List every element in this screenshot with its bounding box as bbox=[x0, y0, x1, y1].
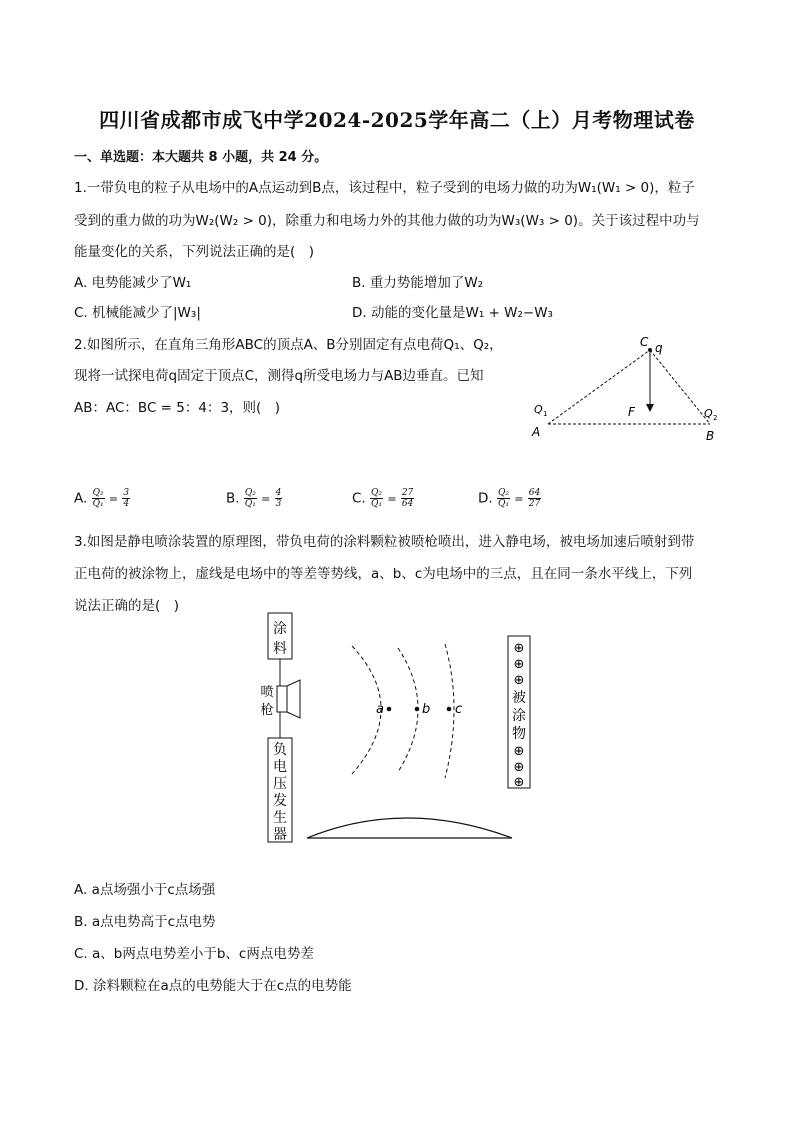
page-title: 四川省成都市成飞中学2024-2025学年高二（上）月考物理试卷 bbox=[99, 108, 695, 132]
q2-option-c-den: Q₁ bbox=[371, 499, 383, 509]
label-c: C bbox=[640, 335, 649, 349]
point-b bbox=[415, 707, 420, 712]
q2-option-a bbox=[74, 488, 130, 509]
point-c bbox=[447, 707, 452, 712]
q2-option-c bbox=[352, 488, 414, 509]
q2-option-b-vnum: 4 bbox=[275, 488, 282, 498]
gen-char-5: 生 bbox=[273, 810, 287, 826]
q2-line2: 现将一试探电荷q固定于顶点C，测得q所受电场力与AB边垂直。已知 bbox=[74, 368, 484, 384]
q2-option-b-den: Q₁ bbox=[244, 499, 256, 509]
q1-line2: 受到的重力做的功为W₂(W₂ > 0)，除重力和电场力外的其他力做的功为W₃(W₃ > 0)。关于该过程中功与 bbox=[74, 213, 700, 229]
point-a bbox=[387, 707, 392, 712]
q3-option-d: D. 涂料颗粒在a点的电势能大于在c点的电势能 bbox=[74, 978, 352, 994]
q2-option-d-vnum: 64 bbox=[528, 488, 541, 498]
q2-option-a-den: Q₁ bbox=[92, 499, 104, 509]
point-c bbox=[648, 348, 652, 352]
q2-option-c-label: C. bbox=[352, 490, 366, 507]
gen-char-2: 电 bbox=[273, 759, 287, 775]
force-arrowhead bbox=[646, 404, 654, 412]
label-q2: Q bbox=[704, 407, 713, 420]
q1-option-b: B. 重力势能增加了W₂ bbox=[352, 275, 484, 291]
q2-option-d-label: D. bbox=[478, 490, 493, 507]
target-char-2: 涂 bbox=[512, 708, 526, 724]
q2-option-d-eq: = bbox=[514, 492, 524, 506]
q2-line3: AB：AC：BC = 5：4：3，则( ) bbox=[74, 400, 281, 416]
q3-line1: 3.如图是静电喷涂装置的原理图，带负电荷的涂料颗粒被喷枪喷出，进入静电场，被电场加速后喷射到带 bbox=[74, 534, 695, 550]
q2-option-d-vden: 27 bbox=[528, 499, 541, 509]
q2-option-b-num: Q₂ bbox=[244, 488, 256, 498]
q3-line2: 正电荷的被涂物上，虚线是电场中的等差等势线，a、b、c为电场中的三点，且在同一条水平线上，下列 bbox=[74, 566, 693, 582]
paint-char-1: 涂 bbox=[273, 621, 287, 637]
gen-char-3: 压 bbox=[273, 776, 287, 792]
q2-option-d-num: Q₂ bbox=[497, 488, 509, 498]
label-q1-sub: 1 bbox=[543, 410, 548, 418]
q1-option-c: C. 机械能减少了|W₃| bbox=[74, 305, 201, 321]
q2-option-a-vden: 4 bbox=[123, 499, 130, 509]
q1-option-d: D. 动能的变化量是W₁ + W₂−W₃ bbox=[352, 305, 553, 321]
q3-option-c: C. a、b两点电势差小于b、c两点电势差 bbox=[74, 946, 314, 962]
label-b: B bbox=[706, 429, 715, 443]
label-point-a: a bbox=[376, 702, 384, 717]
q2-option-a-eq: = bbox=[108, 492, 119, 506]
label-q1: Q bbox=[534, 403, 543, 416]
q2-option-c-vden: 64 bbox=[401, 499, 414, 509]
target-plus-2: ⊕ bbox=[513, 657, 525, 672]
label-point-b: b bbox=[422, 702, 431, 717]
gen-char-1: 负 bbox=[273, 742, 287, 758]
q3-line3: 说法正确的是( ) bbox=[74, 598, 180, 614]
q2-option-a-vnum: 3 bbox=[123, 488, 130, 498]
target-plus-6: ⊕ bbox=[513, 775, 525, 790]
gun-char-1: 喷 bbox=[260, 685, 274, 700]
label-a: A bbox=[532, 425, 541, 439]
gun-body bbox=[277, 686, 287, 712]
q2-option-d-den: Q₁ bbox=[497, 499, 509, 509]
target-plus-1: ⊕ bbox=[513, 641, 525, 656]
target-plus-3: ⊕ bbox=[513, 673, 525, 688]
paint-char-2: 料 bbox=[273, 641, 287, 657]
q1-line1: 1.一带负电的粒子从电场中的A点运动到B点，该过程中，粒子受到的电场力做的功为W₁(W₁ > 0)，粒子 bbox=[74, 180, 695, 196]
label-q: q bbox=[655, 341, 663, 355]
side-bc bbox=[650, 350, 710, 424]
q2-option-c-eq: = bbox=[387, 492, 397, 506]
q2-line1: 2.如图所示，在直角三角形ABC的顶点A、B分别固定有点电荷Q₁、Q₂， bbox=[74, 337, 503, 353]
q1-option-a: A. 电势能减少了W₁ bbox=[74, 275, 192, 291]
q3-option-b: B. a点电势高于c点电势 bbox=[74, 914, 216, 930]
target-plus-5: ⊕ bbox=[513, 760, 525, 775]
label-point-c: c bbox=[455, 702, 463, 717]
q2-option-c-num: Q₂ bbox=[371, 488, 383, 498]
gen-char-4: 发 bbox=[273, 793, 287, 809]
triangle-figure bbox=[520, 330, 730, 450]
gen-char-6: 器 bbox=[273, 827, 287, 843]
q2-option-a-label: A. bbox=[74, 490, 88, 507]
q2-option-b bbox=[226, 488, 282, 509]
ground-arc bbox=[307, 818, 512, 838]
q3-option-a: A. a点场强小于c点场强 bbox=[74, 882, 216, 898]
section-heading: 一、单选题：本大题共 8 小题，共 24 分。 bbox=[74, 150, 328, 165]
target-char-3: 物 bbox=[512, 726, 526, 742]
gun-char-2: 枪 bbox=[260, 703, 274, 718]
label-q2-sub: 2 bbox=[713, 414, 718, 422]
target-plus-4: ⊕ bbox=[513, 744, 525, 759]
q2-option-b-eq: = bbox=[261, 492, 271, 506]
q2-option-c-vnum: 27 bbox=[401, 488, 414, 498]
spray-figure bbox=[250, 608, 550, 848]
q2-option-b-label: B. bbox=[226, 490, 240, 507]
label-f: F bbox=[628, 405, 635, 419]
q2-option-a-num: Q₂ bbox=[92, 488, 104, 498]
q2-option-b-vden: 3 bbox=[275, 499, 282, 509]
target-char-1: 被 bbox=[512, 690, 526, 706]
q1-line3: 能量变化的关系，下列说法正确的是( ) bbox=[74, 244, 315, 260]
q2-option-d bbox=[478, 488, 541, 509]
gun-nozzle bbox=[287, 680, 300, 718]
